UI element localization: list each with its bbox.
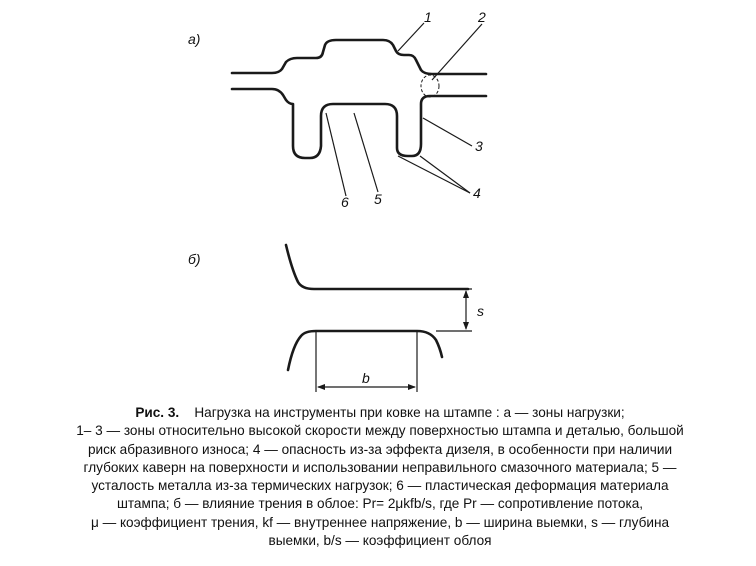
leader-4a <box>398 156 470 193</box>
part-b-label: б) <box>188 251 201 267</box>
callout-4: 4 <box>473 185 481 201</box>
leader-6 <box>326 113 346 196</box>
flash-zone-marker <box>421 75 439 97</box>
caption-line-1 <box>30 404 730 422</box>
upper-flash-contour <box>286 245 468 289</box>
dim-s-arrow-top <box>463 290 469 298</box>
leader-5 <box>354 113 378 192</box>
caption-line-8: выемки, b/s — коэффициент облоя <box>268 533 492 549</box>
caption-line-7: μ — коэффициент трения, kf — внутреннее напряжение, b — ширина выемки, s — глубина <box>90 514 670 530</box>
dim-s-arrow-bottom <box>463 322 469 330</box>
leader-4b <box>420 156 470 193</box>
lower-flash-contour <box>288 331 442 370</box>
callout-3: 3 <box>475 138 483 154</box>
leader-3 <box>423 118 472 146</box>
figure-caption <box>30 404 730 550</box>
callout-2: 2 <box>478 9 486 25</box>
part-a-label: а) <box>188 31 201 47</box>
leader-1 <box>398 23 424 51</box>
dim-b-arrow-left <box>317 384 325 390</box>
upper-die-contour <box>232 40 486 74</box>
dim-s-label: s <box>477 303 484 319</box>
callout-6: 6 <box>341 194 349 210</box>
callout-1: 1 <box>424 9 432 25</box>
leader-2 <box>432 24 482 80</box>
caption-line-1-text: Нагрузка на инструменты при ковке на штампе : а — зоны нагрузки; <box>194 405 625 420</box>
caption-line-4: глубоких каверн на поверхности и использовании неправильного смазочного материала; 5 — <box>83 459 677 475</box>
figure-ref: Рис. 3. <box>135 405 180 420</box>
callout-5: 5 <box>374 191 382 207</box>
dim-b-label: b <box>362 370 370 386</box>
dim-b-arrow-right <box>408 384 416 390</box>
lower-die-contour <box>232 89 486 158</box>
caption-line-3: риск абразивного износа; 4 — опасность из-за эффекта дизеля, в особенности при наличии <box>87 441 673 457</box>
caption-line-6: штампа; б — влияние трения в облое: Pr= 2μkfb/s, где Pr — сопротивление потока, <box>116 496 644 512</box>
caption-line-2: 1– 3 — зоны относительно высокой скорости между поверхностью штампа и деталью, большой <box>76 423 684 439</box>
caption-line-5: усталость металла из-за термических нагрузок; 6 — пластическая деформация материала <box>91 478 669 494</box>
